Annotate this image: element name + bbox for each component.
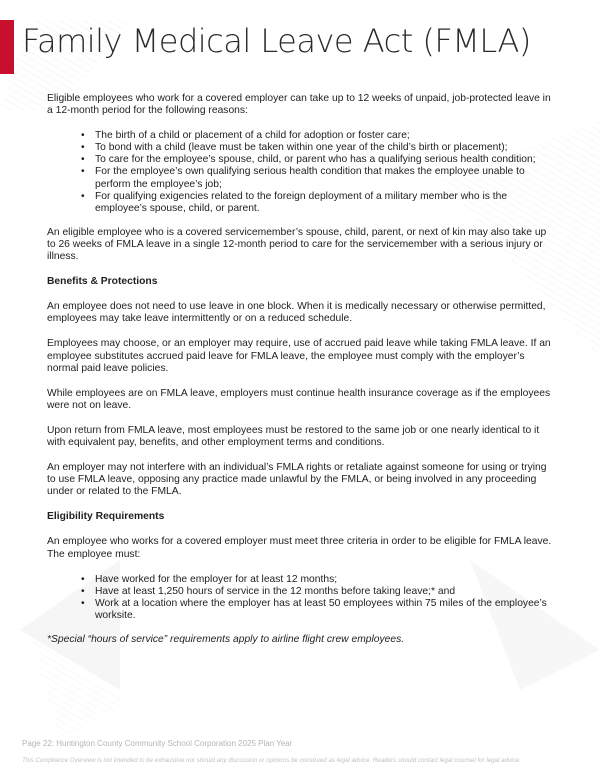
criteria-list bbox=[47, 574, 555, 622]
servicemember-paragraph: An eligible employee who is a covered servicemember’s spouse, child, parent, or next of kin may also take up to 26 weeks of FMLA leave in a single 12-month period to care for the servicemember with a serious injury or illness. bbox=[47, 226, 547, 263]
benefits-paragraph: Upon return from FMLA leave, most employees must be restored to the same job or one nearly identical to it with equivalent pay, benefits, and other employment terms and conditions. bbox=[47, 424, 540, 448]
document-body bbox=[47, 93, 555, 659]
list-item: • For the employee’s own qualifying serious health condition that makes the employee unable to perform the employee’s job; bbox=[95, 166, 555, 190]
reasons-list bbox=[47, 130, 555, 215]
benefits-paragraph: Employees may choose, or an employer may require, use of accrued paid leave while taking FMLA leave. If an employee substitutes accrued paid leave for FMLA leave, the employee must comply with the employer’s normal paid leave policies. bbox=[47, 338, 551, 374]
intro-paragraph: Eligible employees who work for a covered employer can take up to 12 weeks of unpaid, job-protected leave in a 12-month period for the following reasons: bbox=[47, 93, 551, 117]
benefits-heading: Benefits & Protections bbox=[47, 276, 158, 288]
list-item: • Have at least 1,250 hours of service in the 12 months before taking leave;* and bbox=[95, 586, 555, 598]
list-item: • The birth of a child or placement of a child for adoption or foster care; bbox=[95, 130, 555, 142]
legal-disclaimer: This Compliance Overview is not intended to be exhaustive nor should any discussion or opinions be construed as legal advice. Readers should contact legal counsel for legal advice. bbox=[22, 757, 521, 764]
footnote: *Special “hours of service” requirements apply to airline flight crew employees. bbox=[47, 634, 405, 645]
benefits-paragraph: An employer may not interfere with an individual’s FMLA rights or retaliate against someone for using or trying to use FMLA leave, opposing any practice made unlawful by the FMLA, or being involved in any proceeding under or related to the FMLA. bbox=[47, 462, 547, 498]
eligibility-intro: An employee who works for a covered employer must meet three criteria in order to be eligible for FMLA leave. The employee must: bbox=[47, 536, 552, 560]
benefits-paragraph: An employee does not need to use leave in one block. When it is medically necessary or otherwise permitted, employees may take leave intermittently or on a reduced schedule. bbox=[47, 301, 546, 325]
list-item: • Work at a location where the employer has at least 50 employees within 75 miles of the employee’s worksite. bbox=[95, 598, 555, 622]
page-footer: Page 22: Huntington County Community School Corporation 2025 Plan Year bbox=[22, 739, 293, 748]
list-item: • Have worked for the employer for at least 12 months; bbox=[95, 574, 555, 586]
page-title: Family Medical Leave Act (FMLA) bbox=[22, 22, 531, 60]
eligibility-heading: Eligibility Requirements bbox=[47, 511, 165, 523]
list-item: • For qualifying exigencies related to the foreign deployment of a military member who is the employee’s spouse, child, or parent. bbox=[95, 191, 555, 215]
benefits-paragraph: While employees are on FMLA leave, employers must continue health insurance coverage as if the employees were not on leave. bbox=[47, 387, 551, 411]
list-item: • To care for the employee’s spouse, child, or parent who has a qualifying serious health condition; bbox=[95, 154, 555, 166]
list-item: • To bond with a child (leave must be taken within one year of the child’s birth or placement); bbox=[95, 142, 555, 154]
accent-bar bbox=[0, 20, 14, 74]
